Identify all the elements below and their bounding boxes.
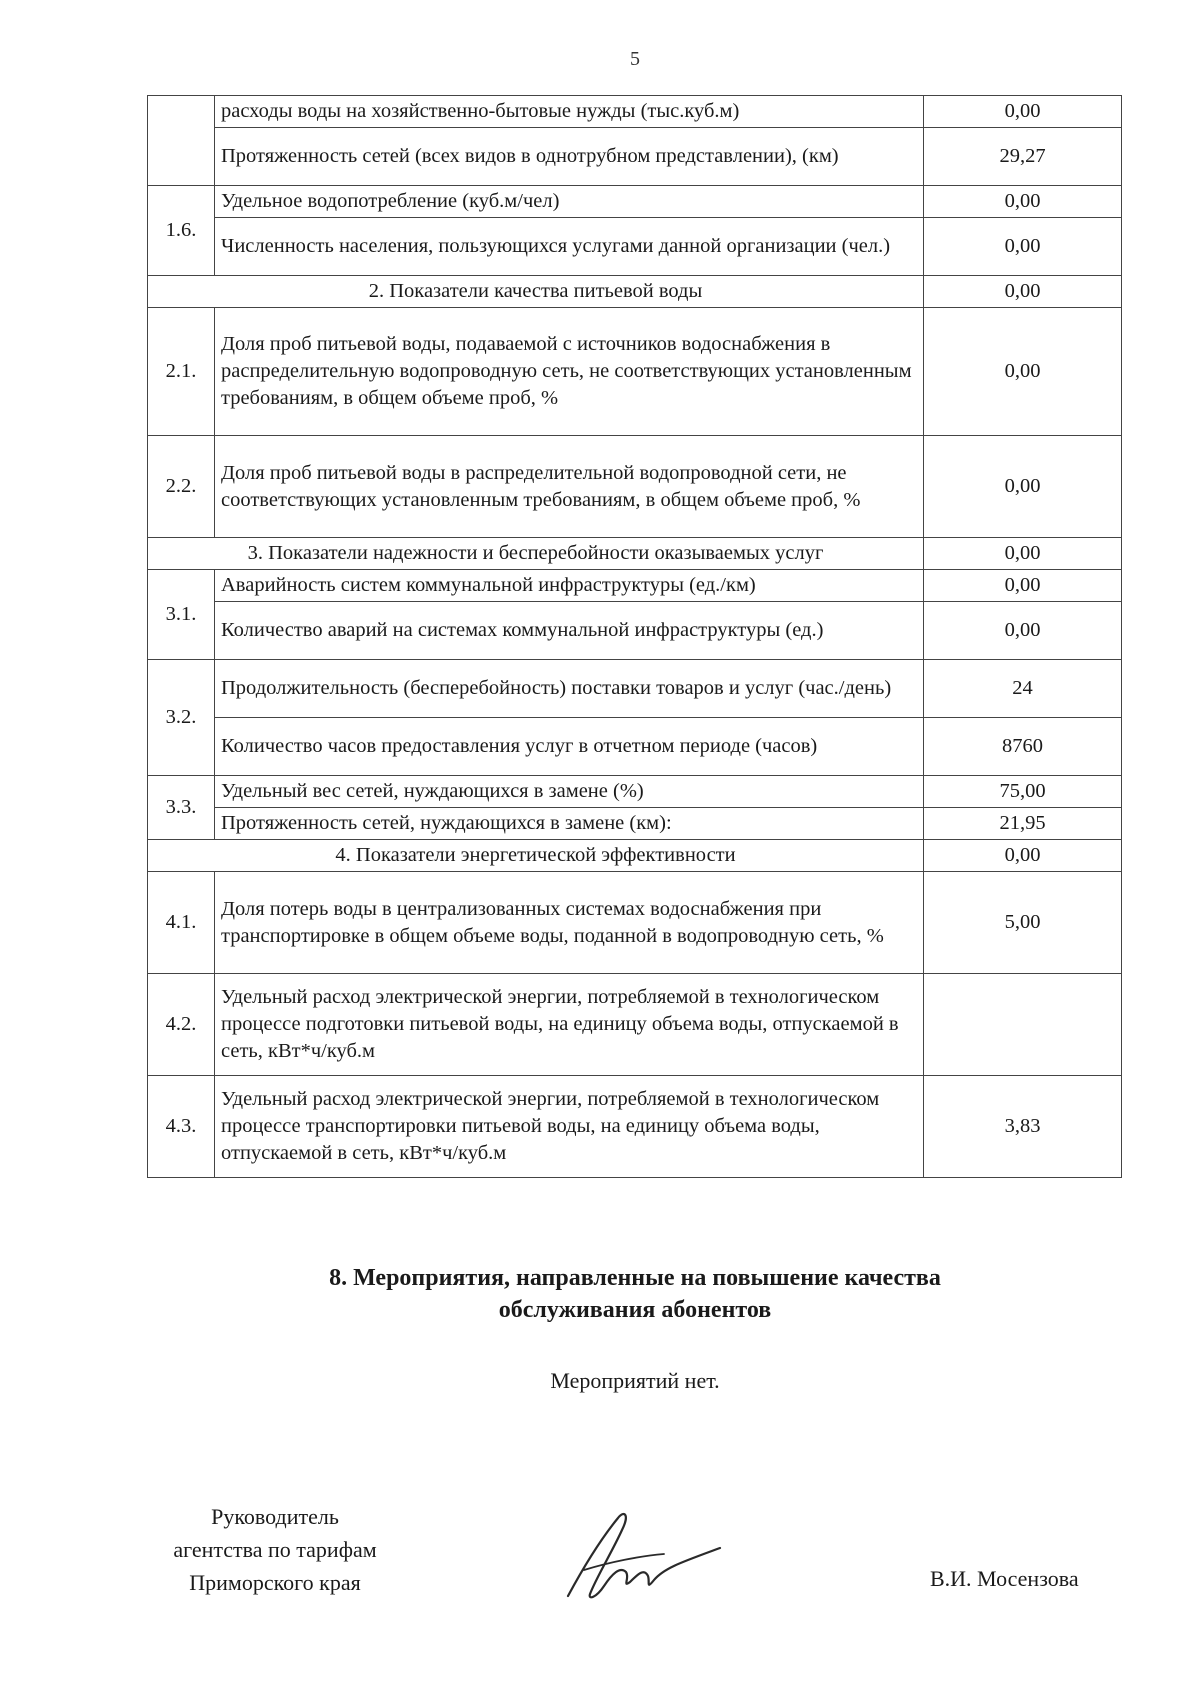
row-value: 0,00 [924, 570, 1122, 602]
row-number: 4.3. [148, 1076, 215, 1178]
section-8-text: Мероприятий нет. [550, 1368, 720, 1393]
table-row [148, 308, 1122, 436]
table-row [148, 128, 1122, 186]
row-value: 0,00 [924, 96, 1122, 128]
row-label: Продолжительность (бесперебойность) поставки товаров и услуг (час./день) [215, 660, 924, 718]
row-value: 21,95 [924, 808, 1122, 840]
signatory-name: В.И. Мосензова [930, 1566, 1079, 1591]
row-value: 24 [924, 660, 1122, 718]
row-label: Удельный вес сетей, нуждающихся в замене (%) [215, 776, 924, 808]
row-label: Доля проб питьевой воды в распределительной водопроводной сети, не соответствующих установленным требованиям, в общем объеме проб, % [215, 436, 924, 538]
row-value: 8760 [924, 718, 1122, 776]
row-value: 0,00 [924, 602, 1122, 660]
row-label: Протяженность сетей, нуждающихся в замене (км): [215, 808, 924, 840]
section-row [148, 840, 1122, 872]
row-label: Доля потерь воды в централизованных системах водоснабжения при транспортировке в общем объеме воды, поданной в водопроводную сеть, % [215, 872, 924, 974]
table-row [148, 660, 1122, 718]
handwritten-signature [560, 1500, 730, 1610]
table-row [148, 186, 1122, 218]
table-row [148, 808, 1122, 840]
section-title: 2. Показатели качества питьевой воды [148, 276, 924, 308]
row-number: 2.2. [148, 436, 215, 538]
row-label: Удельный расход электрической энергии, потребляемой в технологическом процессе транспортировки питьевой воды, на единицу объема воды, отпускаемой в сеть, кВт*ч/куб.м [215, 1076, 924, 1178]
section-row [148, 276, 1122, 308]
row-number: 4.1. [148, 872, 215, 974]
section-title: 3. Показатели надежности и бесперебойности оказываемых услуг [148, 538, 924, 570]
row-number: 1.6. [148, 186, 215, 276]
table-row [148, 718, 1122, 776]
table-row [148, 776, 1122, 808]
section-row [148, 538, 1122, 570]
row-label: Удельное водопотребление (куб.м/чел) [215, 186, 924, 218]
row-value: 29,27 [924, 128, 1122, 186]
table-row [148, 436, 1122, 538]
section-8-heading [0, 1262, 1200, 1326]
table-row [148, 1076, 1122, 1178]
section-title: 4. Показатели энергетической эффективности [148, 840, 924, 872]
row-value: 0,00 [924, 186, 1122, 218]
row-value: 0,00 [924, 276, 1122, 308]
signatory-title [140, 1500, 410, 1599]
row-value: 3,83 [924, 1076, 1122, 1178]
row-value: 0,00 [924, 308, 1122, 436]
row-value: 5,00 [924, 872, 1122, 974]
section-8-heading-line2: обслуживания абонентов [498, 1297, 772, 1323]
table-row [148, 974, 1122, 1076]
table-row [148, 602, 1122, 660]
row-label: Количество часов предоставления услуг в отчетном периоде (часов) [215, 718, 924, 776]
section-8-heading-line1: 8. Мероприятия, направленные на повышение качества [329, 1265, 941, 1291]
row-value: 0,00 [924, 218, 1122, 276]
page-number: 5 [630, 48, 640, 70]
table-row [148, 218, 1122, 276]
row-number: 4.2. [148, 974, 215, 1076]
row-value: 0,00 [924, 840, 1122, 872]
row-label: расходы воды на хозяйственно-бытовые нужды (тыс.куб.м) [215, 96, 924, 128]
table-row [148, 570, 1122, 602]
row-number: 3.2. [148, 660, 215, 776]
table-row [148, 96, 1122, 128]
row-label: Аварийность систем коммунальной инфраструктуры (ед./км) [215, 570, 924, 602]
row-value: 0,00 [924, 436, 1122, 538]
row-value: 0,00 [924, 538, 1122, 570]
row-label: Удельный расход электрической энергии, потребляемой в технологическом процессе подготовки питьевой воды, на единицу объема воды, отпускаемой в сеть, кВт*ч/куб.м [215, 974, 924, 1076]
row-number-cell [148, 96, 215, 186]
row-label: Протяженность сетей (всех видов в однотрубном представлении), (км) [215, 128, 924, 186]
signatory-title-line3: Приморского края [189, 1570, 361, 1595]
table-row [148, 872, 1122, 974]
row-value [924, 974, 1122, 1076]
signatory-title-line2: агентства по тарифам [173, 1537, 377, 1562]
row-label: Доля проб питьевой воды, подаваемой с источников водоснабжения в распределительную водопроводную сеть, не соответствующих установленным требованиям, в общем объеме проб, % [215, 308, 924, 436]
row-number: 2.1. [148, 308, 215, 436]
row-number: 3.1. [148, 570, 215, 660]
indicators-table [147, 95, 1122, 1178]
row-value: 75,00 [924, 776, 1122, 808]
row-label: Количество аварий на системах коммунальной инфраструктуры (ед.) [215, 602, 924, 660]
row-number: 3.3. [148, 776, 215, 840]
row-label: Численность населения, пользующихся услугами данной организации (чел.) [215, 218, 924, 276]
signatory-title-line1: Руководитель [211, 1504, 339, 1529]
